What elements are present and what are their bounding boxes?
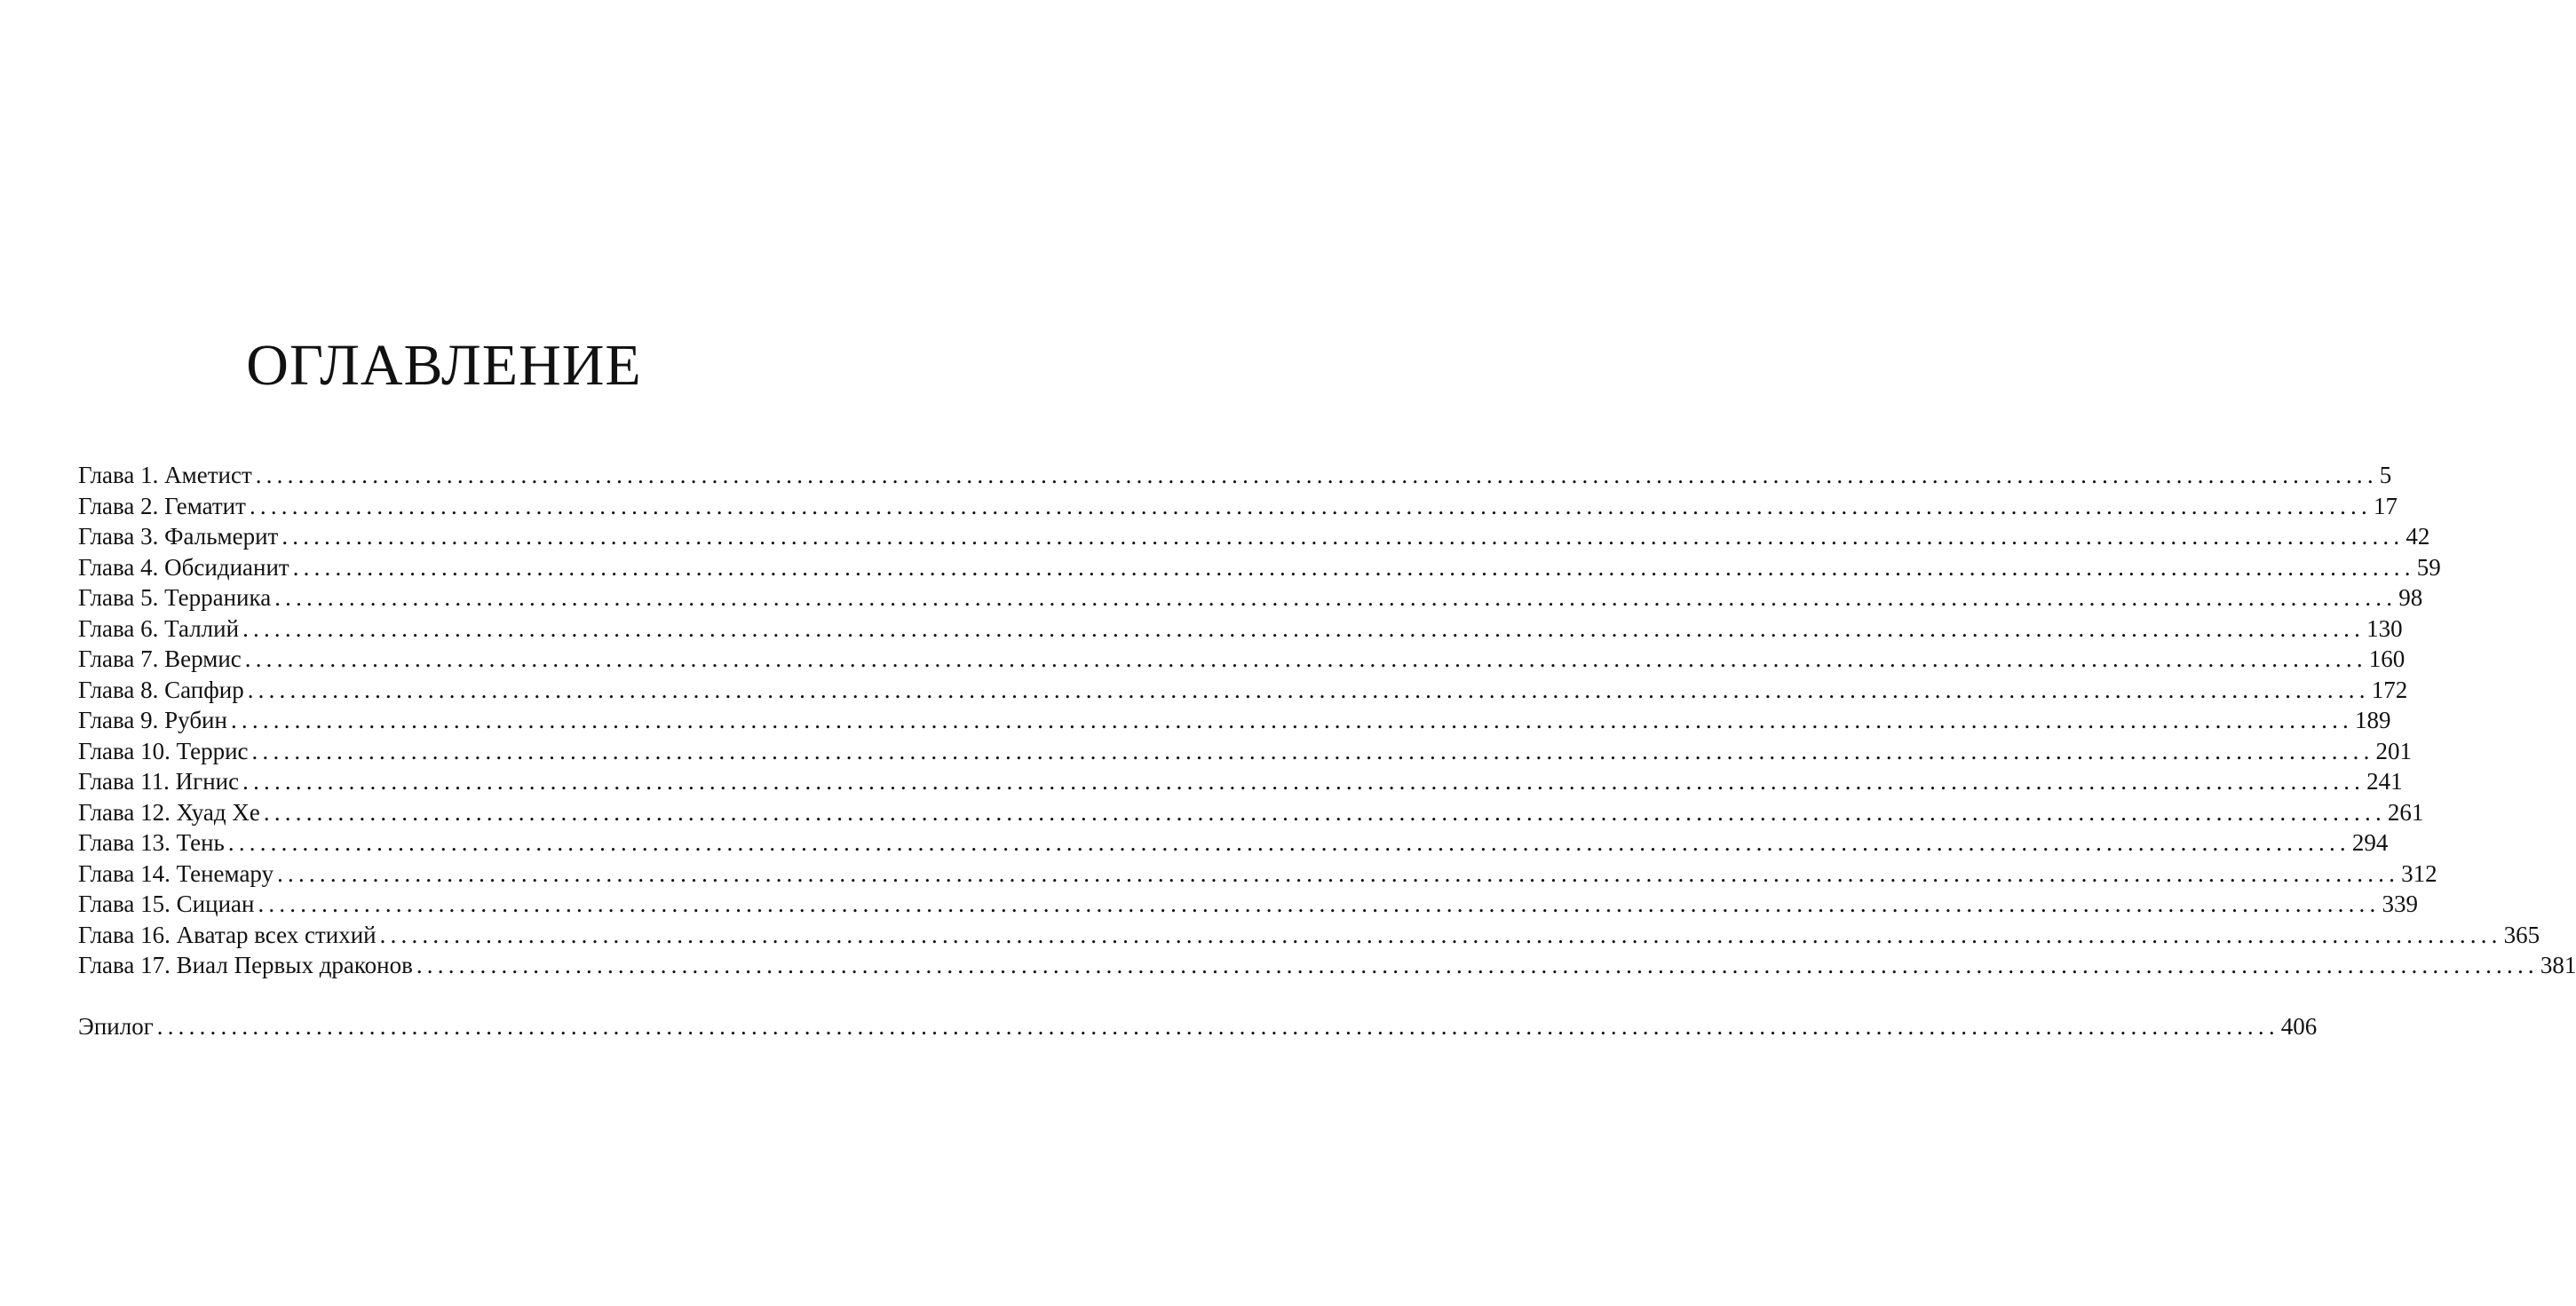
dot-leader: ........................................................................................................................................................................................................: [255, 462, 2378, 488]
toc-entry-label: Глава 17. Виал Первых драконов: [78, 952, 413, 978]
section-spacer: [78, 981, 778, 1011]
toc-entry[interactable]: [78, 521, 2430, 552]
toc-entry-label: Глава 1. Аметист: [78, 462, 252, 488]
toc-entry-label: Глава 14. Тенемару: [78, 859, 274, 887]
toc-entry[interactable]: [78, 675, 2408, 706]
toc-entry-label: Глава 9. Рубин: [78, 707, 227, 733]
toc-entry[interactable]: [78, 766, 2403, 797]
toc-entry[interactable]: [78, 827, 2389, 859]
toc-entry-epilogue[interactable]: [78, 1011, 2318, 1042]
toc-entry[interactable]: [78, 705, 2391, 736]
toc-entry-page: 172: [2371, 676, 2408, 703]
toc-entry-page: 42: [2406, 523, 2430, 550]
dot-leader: ........................................................................................................................................................................................................: [379, 921, 2502, 948]
dot-leader: ........................................................................................................................................................................................................: [244, 645, 2367, 672]
toc-entry-label: Глава 12. Хуад Хе: [78, 798, 260, 826]
toc-entry-page: 59: [2416, 553, 2441, 581]
dot-leader: ........................................................................................................................................................................................................: [247, 676, 2370, 703]
toc-entry-page: 261: [2387, 798, 2424, 826]
toc-entry[interactable]: [78, 552, 2441, 583]
toc-entry-label: Глава 7. Вермис: [78, 645, 242, 672]
dot-leader: ........................................................................................................................................................................................................: [251, 737, 2374, 764]
toc-entry-label: Глава 4. Обсидианит: [78, 553, 289, 581]
toc-entry-label: Глава 2. Гематит: [78, 492, 246, 519]
toc-entry[interactable]: [78, 736, 2413, 767]
toc-entry[interactable]: [78, 613, 2403, 645]
toc-entry-page: 381: [2540, 952, 2576, 978]
toc-entry-label: Глава 6. Таллий: [78, 614, 240, 642]
toc-entry[interactable]: [78, 644, 2406, 675]
toc-entry-page: 339: [2382, 890, 2418, 917]
toc-entry-page: 160: [2368, 645, 2406, 672]
dot-leader: ........................................................................................................................................................................................................: [242, 768, 2366, 795]
dot-leader: ........................................................................................................................................................................................................: [263, 798, 2386, 826]
toc-entry-page: 5: [2379, 462, 2392, 488]
chapter-list: [78, 460, 2576, 981]
toc-entry-page: 365: [2503, 921, 2540, 948]
dot-leader: ........................................................................................................................................................................................................: [249, 492, 2372, 519]
toc-entry[interactable]: [78, 859, 2437, 890]
dot-leader: ........................................................................................................................................................................................................: [242, 614, 2366, 642]
toc-entry-page: 294: [2351, 829, 2389, 856]
toc-entry[interactable]: [78, 797, 2424, 828]
toc-entry-label: Глава 15. Сициан: [78, 890, 255, 917]
toc-entry[interactable]: [78, 582, 2423, 613]
toc-entry-label: Глава 11. Игнис: [78, 768, 240, 795]
dot-leader: ........................................................................................................................................................................................................: [156, 1012, 2279, 1040]
page-title: ОГЛАВЛЕНИЕ: [246, 333, 642, 398]
toc-entry-page: 17: [2373, 492, 2398, 519]
dot-leader: ........................................................................................................................................................................................................: [416, 952, 2539, 978]
dot-leader: ........................................................................................................................................................................................................: [281, 523, 2405, 550]
toc-entry-page: 130: [2366, 614, 2403, 642]
toc-entry-page: 406: [2280, 1012, 2318, 1040]
toc-entry[interactable]: [78, 889, 2418, 920]
toc-entry[interactable]: [78, 920, 2540, 951]
table-of-contents: [78, 460, 2576, 1041]
dot-leader: ........................................................................................................................................................................................................: [258, 890, 2381, 917]
dot-leader: ........................................................................................................................................................................................................: [277, 859, 2400, 887]
dot-leader: ........................................................................................................................................................................................................: [274, 584, 2398, 611]
toc-entry-label: Глава 8. Сапфир: [78, 676, 244, 703]
toc-entry-page: 241: [2366, 768, 2403, 795]
dot-leader: ........................................................................................................................................................................................................: [227, 829, 2350, 856]
toc-entry-label: Глава 10. Террис: [78, 737, 249, 764]
dot-leader: ........................................................................................................................................................................................................: [292, 553, 2415, 581]
toc-entry-page: 312: [2401, 859, 2437, 887]
toc-entry-label: Глава 16. Аватар всех стихий: [78, 921, 376, 948]
toc-entry-label: Глава 3. Фальмерит: [78, 523, 279, 550]
toc-entry-page: 201: [2375, 737, 2413, 764]
toc-entry-page: 189: [2354, 707, 2391, 733]
toc-entry-label: Эпилог: [78, 1012, 154, 1040]
toc-entry[interactable]: [78, 491, 2398, 522]
dot-leader: ........................................................................................................................................................................................................: [230, 707, 2353, 733]
toc-entry[interactable]: [78, 950, 2576, 981]
toc-entry-label: Глава 13. Тень: [78, 829, 225, 856]
toc-entry-page: 98: [2398, 584, 2423, 611]
toc-entry[interactable]: [78, 460, 2392, 491]
toc-entry-label: Глава 5. Терраника: [78, 584, 272, 611]
